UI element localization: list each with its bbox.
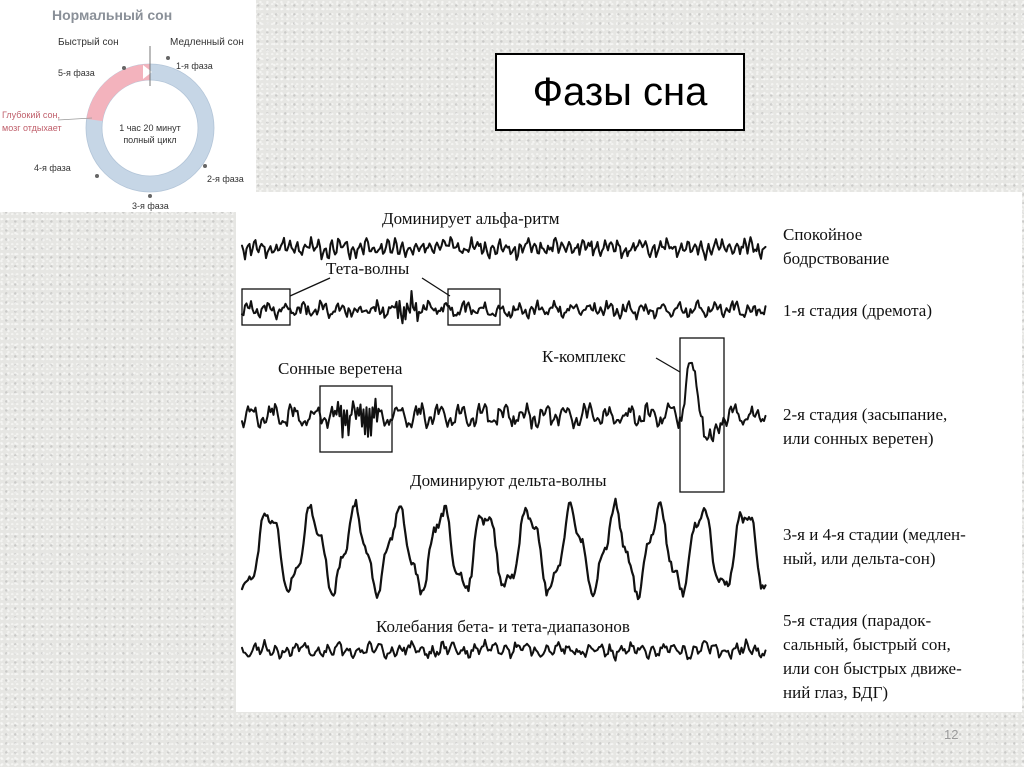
eeg-figure: [236, 192, 1022, 712]
k-complex-pointer: [656, 358, 680, 372]
theta-box-right: [448, 289, 500, 325]
theta-pointer-left: [290, 278, 330, 296]
sleep-spindles-annotation: Сонные веретена: [278, 359, 403, 378]
stage-wake-line2: бодрствование: [783, 249, 890, 268]
stage-34-line1: 3-я и 4-я стадии (медлен-: [783, 525, 966, 544]
stage-2-line1: 2-я стадия (засыпание,: [783, 405, 948, 424]
k-complex-annotation: К-комплекс: [542, 347, 626, 366]
cycle-duration: 1 час 20 минут: [119, 123, 181, 133]
stage-34-line2: ный, или дельта-сон): [783, 549, 936, 568]
phase-3-label: 3-я фаза: [132, 201, 169, 211]
phase-4-label: 4-я фаза: [34, 163, 71, 173]
phase-2-dot: [203, 164, 207, 168]
k-complex-box: [680, 338, 724, 492]
slide-title-box: [495, 53, 745, 131]
eeg-trace-stage-34: [242, 499, 766, 599]
phase-5-dot: [122, 66, 126, 70]
stage-5-line2: сальный, быстрый сон,: [783, 635, 951, 654]
phase-1-label: 1-я фаза: [176, 61, 213, 71]
slide-title: Фазы сна: [532, 69, 708, 114]
phase-4-dot: [95, 174, 99, 178]
eeg-trace-stage-1: [242, 291, 766, 323]
nrem-label: Медленный сон: [170, 37, 244, 48]
stage-5-line4: ний глаз, БДГ): [783, 683, 889, 702]
stage-wake-line1: Спокойное: [783, 225, 863, 244]
deep-sleep-line1: Глубокий сон,: [2, 110, 60, 120]
beta-theta-annotation: Колебания бета- и тета-диапазонов: [376, 617, 630, 636]
stage-2-line2: или сонных веретен): [783, 429, 934, 448]
cycle-duration-caption: полный цикл: [123, 135, 177, 145]
delta-waves-annotation: Доминируют дельта-волны: [410, 471, 607, 490]
phase-5-label: 5-я фаза: [58, 68, 95, 78]
deep-sleep-line2: мозг отдыхает: [2, 123, 62, 133]
phase-3-dot: [148, 194, 152, 198]
alpha-rhythm-annotation: Доминирует альфа-ритм: [382, 209, 560, 228]
phase-1-dot: [166, 56, 170, 60]
theta-pointer-right: [422, 278, 450, 296]
phase-2-label: 2-я фаза: [207, 174, 244, 184]
cycle-heading: Нормальный сон: [52, 7, 173, 23]
stage-1-line1: 1-я стадия (дремота): [783, 301, 933, 320]
sleep-cycle-diagram: [0, 0, 256, 212]
stage-5-line1: 5-я стадия (парадок-: [783, 611, 932, 630]
rem-label: Быстрый сон: [58, 37, 119, 48]
page-number: 12: [944, 727, 959, 742]
eeg-trace-wake: [242, 237, 766, 260]
stage-5-line3: или сон быстрых движе-: [783, 659, 962, 678]
theta-waves-annotation: Тета-волны: [326, 259, 410, 278]
rem-segment: [95, 72, 151, 120]
eeg-trace-stage-5: [242, 639, 766, 660]
